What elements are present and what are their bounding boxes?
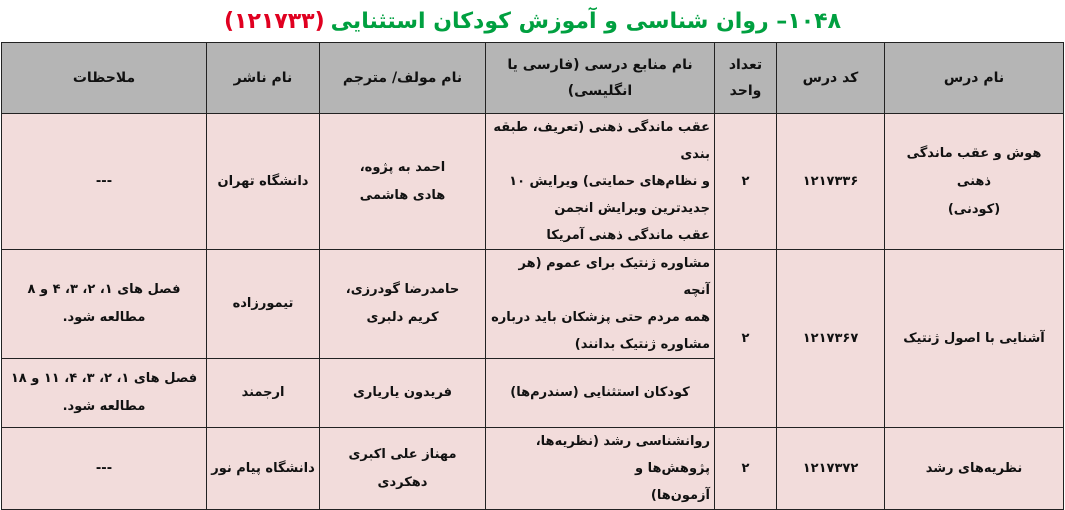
source: مشاوره ژنتیک برای عموم (هر آنچه همه مردم حتی پزشکان باید درباره مشاوره ژنتیک بدانند)	[486, 250, 715, 359]
notes: ---	[2, 114, 207, 250]
title-code: (۱۲۱۷۳۳)	[223, 8, 325, 34]
document-title	[0, 0, 1065, 42]
header-author: نام مولف/ مترجم	[320, 43, 486, 114]
notes: ---	[2, 428, 207, 510]
credits: ۲	[715, 428, 777, 510]
header-credits: تعداد واحد	[715, 43, 777, 114]
publisher: دانشگاه پیام نور	[207, 428, 320, 510]
header-row	[2, 43, 1064, 114]
course-name: هوش و عقب ماندگی ذهنی (کودنی)	[885, 114, 1064, 250]
courses-table	[1, 42, 1064, 510]
table-row	[2, 428, 1064, 510]
course-name: آشنایی با اصول ژنتیک	[885, 250, 1064, 428]
source: روانشناسی رشد (نظریه‌ها، پژوهش‌ها و آزمون‌ها)	[486, 428, 715, 510]
publisher: ارجمند	[207, 359, 320, 428]
table-row	[2, 250, 1064, 359]
header-course: نام درس	[885, 43, 1064, 114]
publisher: تیمورزاده	[207, 250, 320, 359]
header-source: نام منابع درسی (فارسی یا انگلیسی)	[486, 43, 715, 114]
course-code: ۱۲۱۷۳۶۷	[777, 250, 885, 428]
notes: فصل های ۱، ۲، ۳، ۴ و ۸ مطالعه شود.	[2, 250, 207, 359]
author: مهناز علی اکبری دهکردی	[320, 428, 486, 510]
header-publisher: نام ناشر	[207, 43, 320, 114]
header-code: کد درس	[777, 43, 885, 114]
credits: ۲	[715, 114, 777, 250]
course-code: ۱۲۱۷۳۷۲	[777, 428, 885, 510]
header-notes: ملاحظات	[2, 43, 207, 114]
source: عقب ماندگی ذهنی (تعریف، طبقه بندی و نظام‌های حمایتی) ویرایش ۱۰ جدیدترین ویرایش انجمن عقب ماندگی ذهنی آمریکا	[486, 114, 715, 250]
course-code: ۱۲۱۷۳۳۶	[777, 114, 885, 250]
publisher: دانشگاه تهران	[207, 114, 320, 250]
source: کودکان استثنایی (سندرم‌ها)	[486, 359, 715, 428]
author: احمد به پژوه، هادی هاشمی	[320, 114, 486, 250]
title-text: ۱۰۴۸– روان شناسی و آموزش کودکان استثنایی	[330, 8, 842, 34]
author: فریدون یاریاری	[320, 359, 486, 428]
notes: فصل های ۱، ۲، ۳، ۴، ۱۱ و ۱۸ مطالعه شود.	[2, 359, 207, 428]
credits: ۲	[715, 250, 777, 428]
course-name: نظریه‌های رشد	[885, 428, 1064, 510]
author: حامدرضا گودرزی، کریم دلبری	[320, 250, 486, 359]
table-row	[2, 114, 1064, 250]
